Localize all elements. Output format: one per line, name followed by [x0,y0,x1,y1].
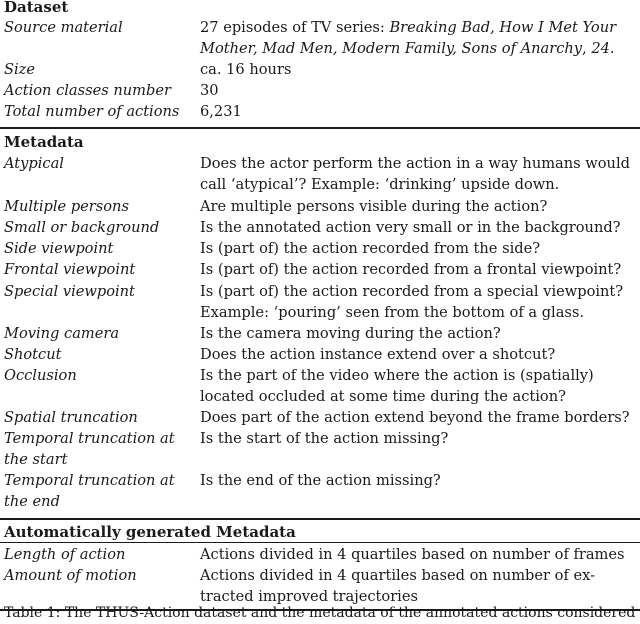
row-key: Atypical [4,155,64,172]
row-key: Multiple persons [4,198,129,215]
row-value: Is the end of the action missing? [200,472,441,489]
row-key: Amount of motion [4,567,137,584]
row-value: Is (part of) the action recorded from a special viewpoint? [200,283,624,300]
row-value: Actions divided in 4 quartiles based on number of frames [200,546,625,563]
section-divider [0,127,640,129]
row-value-italic: Breaking Bad, How I Met Your [389,19,617,36]
row-value: call ‘atypical’? Example: ‘drinking’ upside down. [200,176,560,193]
auto-metadata-heading: Automatically generated Metadata [4,523,296,541]
row-value: Are multiple persons visible during the action? [200,198,548,215]
row-value: 6,231 [200,103,242,120]
table-caption: Table 1: The THUS-Action dataset and the metadata of the annotated actions considered [4,605,636,621]
row-value: Does the action instance extend over a shotcut? [200,346,556,363]
row-key: Temporal truncation at [4,430,175,447]
row-value: 30 [200,82,219,99]
row-value: Actions divided in 4 quartiles based on number of ex- [200,567,596,584]
row-value: Does part of the action extend beyond the frame borders? [200,409,630,426]
row-key: Size [4,61,35,78]
section-subrule [0,542,640,543]
row-key: Frontal viewpoint [4,261,136,278]
row-value: Example: ‘pouring’ seen from the bottom of a glass. [200,304,585,321]
row-value: ca. 16 hours [200,61,292,78]
row-key: the start [4,451,68,468]
row-value-italic: Mother, Mad Men, Modern Family, Sons of Anarchy [200,40,583,57]
row-value [200,17,638,38]
row-value: Is the annotated action very small or in the background? [200,219,621,236]
row-key: Small or background [4,219,160,236]
row-value: Is (part of) the action recorded from a frontal viewpoint? [200,261,622,278]
row-key: Moving camera [4,325,120,342]
row-key: Total number of actions [4,103,180,120]
dataset-heading: Dataset [4,0,69,16]
row-value-text: 27 episodes of TV series: [200,19,390,36]
row-value: tracted improved trajectories [200,588,418,605]
row-key: Action classes number [4,82,171,99]
row-key: Shotcut [4,346,62,363]
row-key: Spatial truncation [4,409,138,426]
row-value-italic: 24. [591,40,615,57]
row-value: Is the camera moving during the action? [200,325,501,342]
row-value: Does the actor perform the action in a way humans would [200,155,630,172]
row-value: located occluded at some time during the action? [200,388,566,405]
row-key: Source material [4,19,123,36]
row-key: Length of action [4,546,126,563]
section-divider [0,518,640,520]
row-value: Is (part of) the action recorded from the side? [200,240,541,257]
row-value: Is the start of the action missing? [200,430,449,447]
row-value-text: , [582,40,592,57]
metadata-heading: Metadata [4,133,84,151]
row-key: Occlusion [4,367,77,384]
row-key: Temporal truncation at [4,472,175,489]
row-key: Side viewpoint [4,240,114,257]
row-value [200,38,638,59]
row-key: Special viewpoint [4,283,135,300]
row-key: the end [4,493,60,510]
row-value: Is the part of the video where the action is (spatially) [200,367,594,384]
